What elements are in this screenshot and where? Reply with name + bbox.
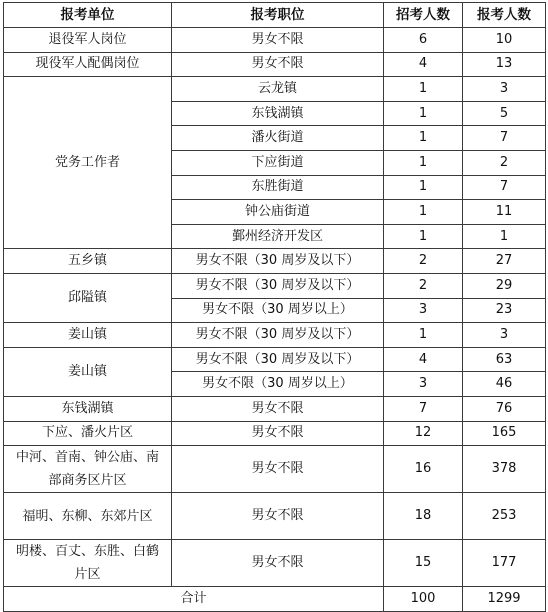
apply-cell: 29 (463, 273, 546, 298)
recruit-cell: 3 (384, 372, 463, 397)
apply-cell: 378 (463, 446, 546, 493)
position-cell: 云龙镇 (172, 77, 384, 102)
recruit-cell: 1 (384, 101, 463, 126)
position-cell: 男女不限 (172, 446, 384, 493)
header-position: 报考职位 (172, 3, 384, 28)
apply-cell: 253 (463, 493, 546, 540)
recruit-cell: 16 (384, 446, 463, 493)
recruit-cell: 1 (384, 77, 463, 102)
total-apply: 1299 (463, 587, 546, 612)
recruit-cell: 6 (384, 28, 463, 53)
table-row (4, 421, 546, 446)
header-row (4, 3, 546, 28)
position-cell: 男女不限（30 周岁以上） (172, 372, 384, 397)
unit-cell: 党务工作者 (4, 77, 172, 249)
total-label: 合计 (4, 587, 384, 612)
header-unit: 报考单位 (4, 3, 172, 28)
table-row (4, 396, 546, 421)
position-cell: 男女不限 (172, 493, 384, 540)
apply-cell: 10 (463, 28, 546, 53)
total-row (4, 587, 546, 612)
recruit-cell: 1 (384, 200, 463, 225)
recruit-cell: 4 (384, 52, 463, 77)
table-row (4, 493, 546, 540)
table-row (4, 249, 546, 274)
apply-cell: 23 (463, 298, 546, 323)
table-row (4, 347, 546, 372)
table-row (4, 28, 546, 53)
position-cell: 男女不限（30 周岁及以下） (172, 249, 384, 274)
unit-cell-text: 明楼、百丈、东胜、白鹤片区 (15, 544, 159, 583)
table-row (4, 52, 546, 77)
apply-cell: 46 (463, 372, 546, 397)
unit-cell (4, 540, 172, 587)
header-recruit-count: 招考人数 (384, 3, 463, 28)
unit-cell: 姜山镇 (4, 323, 172, 348)
position-cell: 男女不限（30 周岁及以下） (172, 323, 384, 348)
unit-cell: 东钱湖镇 (4, 396, 172, 421)
recruit-cell: 12 (384, 421, 463, 446)
table-row (4, 273, 546, 298)
recruit-cell: 7 (384, 396, 463, 421)
apply-cell: 27 (463, 249, 546, 274)
unit-cell: 邱隘镇 (4, 273, 172, 322)
position-cell: 男女不限 (172, 540, 384, 587)
position-cell: 男女不限（30 周岁以上） (172, 298, 384, 323)
table-row (4, 323, 546, 348)
recruit-cell: 1 (384, 150, 463, 175)
unit-cell: 五乡镇 (4, 249, 172, 274)
position-cell: 东胜街道 (172, 175, 384, 200)
table-row (4, 77, 546, 102)
apply-cell: 76 (463, 396, 546, 421)
recruit-cell: 1 (384, 126, 463, 151)
apply-cell: 2 (463, 150, 546, 175)
position-cell: 男女不限 (172, 421, 384, 446)
recruit-cell: 18 (384, 493, 463, 540)
position-cell: 男女不限 (172, 28, 384, 53)
recruit-cell: 2 (384, 273, 463, 298)
table-row (4, 446, 546, 493)
recruit-cell: 1 (384, 224, 463, 249)
recruit-cell: 1 (384, 175, 463, 200)
position-cell: 东钱湖镇 (172, 101, 384, 126)
recruit-cell: 2 (384, 249, 463, 274)
position-cell: 男女不限（30 周岁及以下） (172, 347, 384, 372)
unit-cell-text: 福明、东柳、东郊片区 (22, 508, 153, 524)
recruit-cell: 4 (384, 347, 463, 372)
apply-cell: 7 (463, 126, 546, 151)
unit-cell (4, 446, 172, 493)
recruit-cell: 1 (384, 323, 463, 348)
unit-cell (4, 493, 172, 540)
apply-cell: 11 (463, 200, 546, 225)
apply-cell: 7 (463, 175, 546, 200)
position-cell: 下应街道 (172, 150, 384, 175)
position-cell: 钟公庙街道 (172, 200, 384, 225)
header-apply-count: 报考人数 (463, 3, 546, 28)
apply-cell: 177 (463, 540, 546, 587)
apply-cell: 13 (463, 52, 546, 77)
position-cell: 男女不限 (172, 396, 384, 421)
position-cell: 男女不限（30 周岁及以下） (172, 273, 384, 298)
apply-cell: 5 (463, 101, 546, 126)
apply-cell: 165 (463, 421, 546, 446)
recruitment-table (3, 2, 546, 612)
unit-cell-text: 中河、首南、钟公庙、南部商务区片区 (15, 450, 159, 489)
apply-cell: 3 (463, 77, 546, 102)
apply-cell: 63 (463, 347, 546, 372)
unit-cell: 退役军人岗位 (4, 28, 172, 53)
position-cell: 男女不限 (172, 52, 384, 77)
recruit-cell: 3 (384, 298, 463, 323)
unit-cell: 姜山镇 (4, 347, 172, 396)
apply-cell: 3 (463, 323, 546, 348)
table-row (4, 540, 546, 587)
total-recruit: 100 (384, 587, 463, 612)
unit-cell: 下应、潘火片区 (4, 421, 172, 446)
position-cell: 潘火街道 (172, 126, 384, 151)
apply-cell: 1 (463, 224, 546, 249)
unit-cell: 现役军人配偶岗位 (4, 52, 172, 77)
recruit-cell: 15 (384, 540, 463, 587)
position-cell: 鄞州经济开发区 (172, 224, 384, 249)
